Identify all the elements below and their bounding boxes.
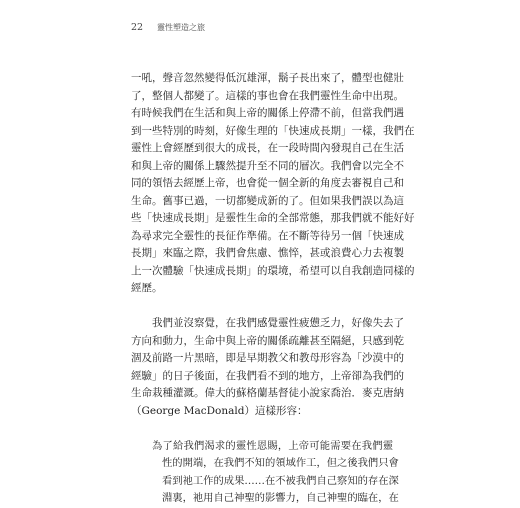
text-line: 和與上帝的關係上驟然提升至不同的層次。我們會以完全不 <box>131 159 404 172</box>
page-number: 22 <box>131 22 144 33</box>
text-line: 涸及前路一片黑暗，即是早期教父和教母形容為「沙漠中的 <box>131 352 404 364</box>
text-line: 長期」來臨之際，我們會焦慮、憔悴，甚或浪費心力去複製 <box>131 247 404 259</box>
quote-line: 為了給我們渴求的靈性恩賜，上帝可能需要在我們靈 <box>152 439 393 452</box>
text-line: 些「快速成長期」是靈性生命的全部常態，那我們就不能好好 <box>131 212 415 224</box>
text-line: 一吼，聲音忽然變得低沉雄渾，鬍子長出來了，體型也健壯 <box>131 72 404 84</box>
text-line: 了，整個人都變了。這樣的事也會在我們靈性生命中出現。 <box>131 89 404 102</box>
body-text <box>131 70 415 508</box>
text-line: 上一次體驗「快速成長期」的環境，希望可以自我創造同樣的 <box>131 264 415 277</box>
text-line: 為尋求完全靈性的長征作準備。在不斷等待另一個「快速成 <box>131 229 404 242</box>
text-line: 有時候我們在生活和與上帝的關係上停滯不前，但當我們遇 <box>131 107 404 119</box>
text-line: 生命。舊事已過，一切都變成新的了。但如果我們誤以為這 <box>131 194 404 207</box>
paragraph-gap <box>131 298 393 316</box>
block-quote <box>131 438 399 508</box>
running-header <box>131 22 205 33</box>
text-line: 經歷。 <box>131 282 163 294</box>
quote-line: 性的開端，在我們不知的領域作工，但之後我們只會 <box>162 457 399 469</box>
text-line: 方向和動力，生命中與上帝的關係疏離甚至隔絕，只感到乾 <box>131 334 404 347</box>
quote-line: 淵裏，祂用自己神聖的影響力，自己神聖的臨在，在 <box>162 492 399 504</box>
paragraph-2 <box>131 315 404 420</box>
paragraph-1 <box>131 70 415 298</box>
book-title: 靈性塑造之旅 <box>157 23 205 32</box>
text-line: 到一些特別的時刻，好像生理的「快速成長期」一樣，我們在 <box>131 124 415 137</box>
text-line: 同的領悟去經歷上帝，也會從一個全新的角度去審視自己和 <box>131 177 404 189</box>
paragraph-gap <box>131 420 393 438</box>
text-line: 生命栽種灌溉。偉大的蘇格蘭基督徒小說家喬治．麥克唐納 <box>131 387 404 399</box>
text-line: 我們並沒察覺，在我們感覺靈性疲憊乏力，好像失去了 <box>152 317 404 329</box>
text-line: 經驗」的日子後面，在我們看不到的地方，上帝卻為我們的 <box>131 369 404 382</box>
text-line: （George MacDonald）這樣形容： <box>131 404 308 417</box>
quote-line: 看到祂工作的成果……在不被我們自己察知的存在深 <box>162 474 399 487</box>
text-line: 靈性上會經歷到很大的成長，在一段時間內發現自己在生活 <box>131 142 404 154</box>
